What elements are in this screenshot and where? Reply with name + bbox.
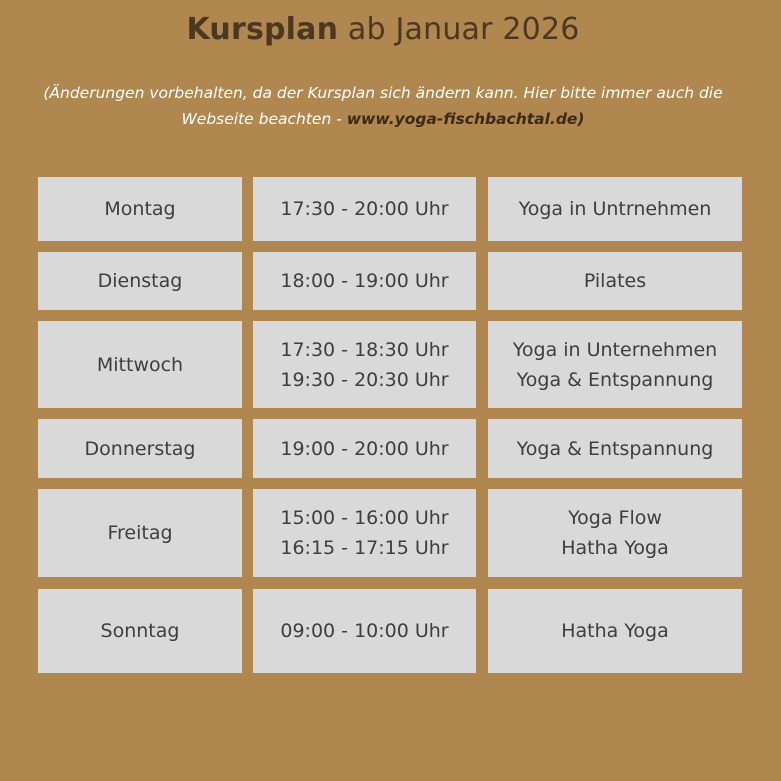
time-cell-freitag: [253, 489, 476, 577]
time-label: 09:00 - 10:00 Uhr: [280, 620, 449, 642]
day-label: Dienstag: [97, 270, 183, 292]
notice-line-2-prefix: Webseite beachten -: [181, 110, 347, 128]
notice-line-1: (Änderungen vorbehalten, da der Kursplan sich ändern kann. Hier bitte immer auch die: [43, 84, 723, 102]
course-cell-montag: [488, 177, 742, 241]
day-cell-dienstag: [38, 252, 242, 310]
notice-text: [20, 80, 746, 132]
course-cell-freitag: [488, 489, 742, 577]
page-title: [0, 12, 766, 47]
day-cell-donnerstag: [38, 419, 242, 478]
time-cell-donnerstag: [253, 419, 476, 478]
course-cell-mittwoch: [488, 321, 742, 408]
time-label: 17:30 - 18:30 Uhr: [280, 338, 449, 361]
day-cell-mittwoch: [38, 321, 242, 408]
course-label: Yoga in Untrnehmen: [518, 198, 712, 220]
time-label: 19:00 - 20:00 Uhr: [280, 437, 449, 460]
website-link[interactable]: www.yoga-fischbachtal.de): [346, 110, 585, 128]
day-label: Mittwoch: [96, 353, 184, 376]
time-label: 18:00 - 19:00 Uhr: [280, 270, 449, 292]
course-label: Yoga & Entspannung: [516, 437, 714, 460]
course-label: Yoga in Unternehmen: [512, 338, 718, 361]
time-cell-montag: [253, 177, 476, 241]
course-cell-dienstag: [488, 252, 742, 310]
course-label: Hatha Yoga: [561, 620, 669, 642]
time-cell-mittwoch: [253, 321, 476, 408]
title-bold: Kursplan: [186, 12, 339, 47]
day-label: Donnerstag: [84, 437, 196, 460]
time-cell-dienstag: [253, 252, 476, 310]
course-label: Yoga Flow: [568, 507, 662, 529]
time-label: 15:00 - 16:00 Uhr: [280, 507, 449, 529]
course-label: Yoga & Entspannung: [516, 368, 714, 391]
day-label: Sonntag: [100, 620, 180, 642]
day-cell-sonntag: [38, 589, 242, 673]
title-rest: ab Januar 2026: [338, 12, 580, 47]
time-label: 17:30 - 20:00 Uhr: [280, 198, 449, 220]
course-cell-sonntag: [488, 589, 742, 673]
day-cell-freitag: [38, 489, 242, 577]
course-label: Pilates: [583, 270, 647, 292]
notice-line-2: [20, 106, 746, 132]
day-cell-montag: [38, 177, 242, 241]
day-label: Montag: [104, 198, 176, 220]
course-cell-donnerstag: [488, 419, 742, 478]
time-label: 19:30 - 20:30 Uhr: [280, 368, 449, 391]
day-label: Freitag: [107, 522, 173, 544]
time-cell-sonntag: [253, 589, 476, 673]
course-label: Hatha Yoga: [561, 537, 669, 559]
time-label: 16:15 - 17:15 Uhr: [280, 537, 449, 559]
